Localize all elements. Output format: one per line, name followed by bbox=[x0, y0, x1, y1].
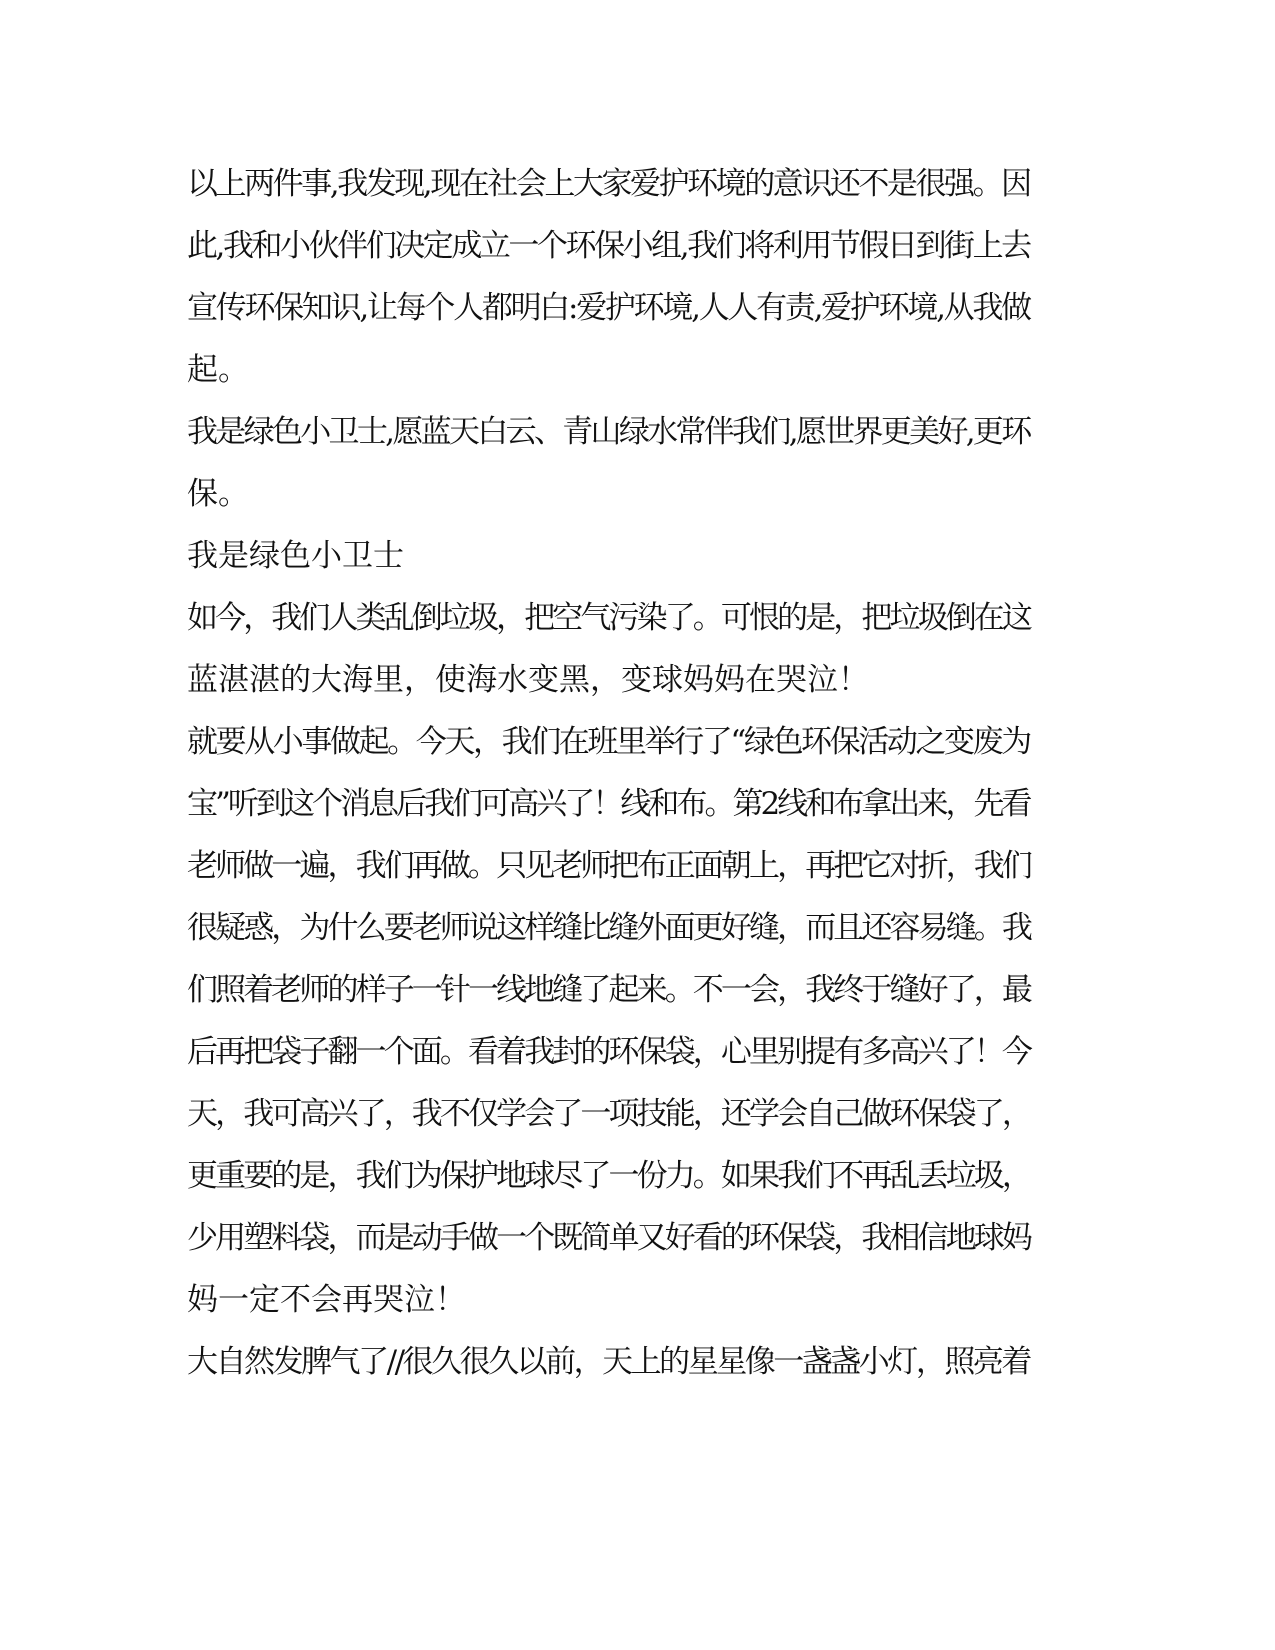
text-line: 妈一定不会再哭泣！ bbox=[187, 1282, 466, 1318]
text-line: 以上两件事,我发现,现在社会上大家爱护环境的意识还不是很强。因 bbox=[187, 166, 1030, 202]
text-line: 后再把袋子翻一个面。看着我封的环保袋，心里别提有多高兴了！今 bbox=[187, 1034, 1030, 1070]
text-line: 少用塑料袋，而是动手做一个既简单又好看的环保袋，我相信地球妈 bbox=[187, 1220, 1030, 1256]
text-line: 起。 bbox=[187, 352, 249, 388]
text-line: 宣传环保知识,让每个人都明白:爱护环境,人人有责,爱护环境,从我做 bbox=[187, 290, 1030, 326]
text-line: 此,我和小伙伴们决定成立一个环保小组,我们将利用节假日到街上去 bbox=[187, 228, 1030, 264]
section-heading: 我是绿色小卫士 bbox=[187, 538, 404, 574]
text-line: 就要从小事做起。今天，我们在班里举行了“绿色环保活动之变废为 bbox=[187, 724, 1030, 760]
text-line: 如今，我们人类乱倒垃圾，把空气污染了。可恨的是，把垃圾倒在这 bbox=[187, 600, 1030, 636]
text-line: 很疑惑，为什么要老师说这样缝比缝外面更好缝，而且还容易缝。我 bbox=[187, 910, 1030, 946]
text-line: 们照着老师的样子一针一线地缝了起来。不一会，我终于缝好了，最 bbox=[187, 972, 1030, 1008]
text-line: 大自然发脾气了//很久很久以前，天上的星星像一盏盏小灯，照亮着 bbox=[187, 1344, 1030, 1380]
text-line: 蓝湛湛的大海里，使海水变黑，变球妈妈在哭泣！ bbox=[187, 662, 869, 698]
text-line: 老师做一遍，我们再做。只见老师把布正面朝上，再把它对折，我们 bbox=[187, 848, 1030, 884]
text-line: 我是绿色小卫士,愿蓝天白云、青山绿水常伴我们,愿世界更美好,更环 bbox=[187, 414, 1030, 450]
text-line: 更重要的是，我们为保护地球尽了一份力。如果我们不再乱丢垃圾， bbox=[187, 1158, 1030, 1194]
text-line: 宝”听到这个消息后我们可高兴了！线和布。第2线和布拿出来，先看 bbox=[187, 786, 1030, 822]
text-line: 保。 bbox=[187, 476, 249, 512]
text-line: 天，我可高兴了，我不仅学会了一项技能，还学会自己做环保袋了， bbox=[187, 1096, 1030, 1132]
